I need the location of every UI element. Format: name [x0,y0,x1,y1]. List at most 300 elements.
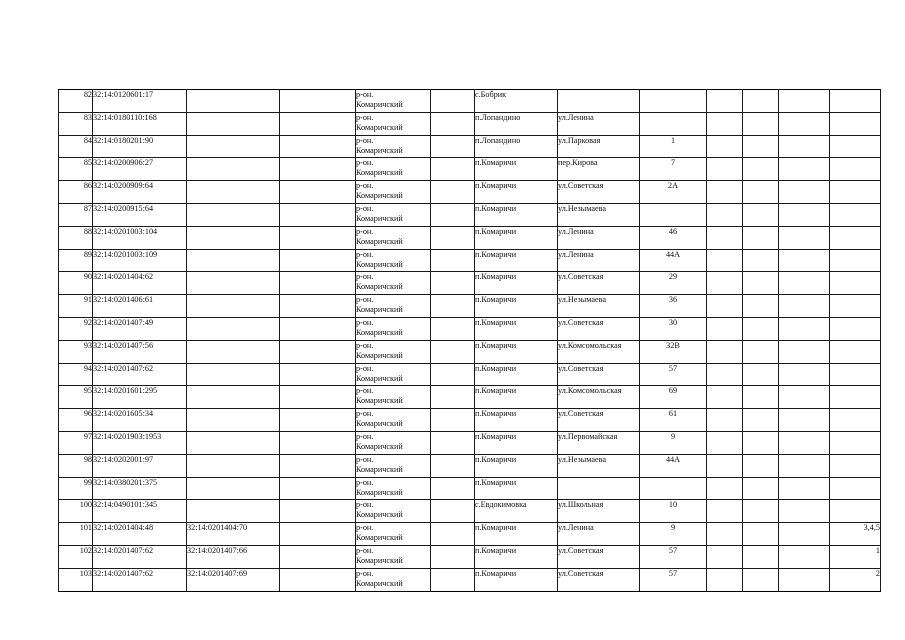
empty-cell [707,409,743,432]
district-name: Комаричский [356,464,403,474]
locality-cell: п.Лопандино [475,112,558,135]
empty-cell [743,135,779,158]
empty-cell [280,363,356,386]
district-abbrev: р-он. [356,523,374,533]
district-name: Комаричский [356,419,403,429]
district-cell [356,340,431,363]
street-cell: ул.Советская [558,181,640,204]
district-cell [356,317,431,340]
empty-cell [779,545,830,568]
locality-cell: п.Комаричи [475,295,558,318]
street-cell: ул.Незымаева [558,454,640,477]
district-cell [356,203,431,226]
house-number-cell: 7 [640,158,707,181]
district-abbrev: р-он. [356,386,374,396]
cadastral-number-cell: 32:14:0201003:104 [93,226,187,249]
table-row [59,158,881,181]
district-name: Комаричский [356,305,403,315]
empty-cell [707,181,743,204]
empty-cell [280,135,356,158]
sub-cadastral-number-cell [187,181,280,204]
row-number-cell: 90 [59,272,93,295]
district-name: Комаричский [356,578,403,588]
table-row [59,545,881,568]
empty-cell [779,568,830,591]
empty-cell [779,363,830,386]
sub-cadastral-number-cell [187,226,280,249]
street-cell: ул.Ленина [558,226,640,249]
empty-cell [431,295,475,318]
empty-cell [431,477,475,500]
sub-cadastral-number-cell [187,158,280,181]
empty-cell [707,386,743,409]
sub-cadastral-number-cell: 32:14:0201404:70 [187,523,280,546]
empty-cell [280,249,356,272]
district-abbrev: р-он. [356,340,374,350]
empty-cell [779,226,830,249]
cadastral-number-cell: 32:14:0200915:64 [93,203,187,226]
house-number-cell [640,90,707,113]
row-number-cell: 82 [59,90,93,113]
empty-cell [743,272,779,295]
empty-cell [743,363,779,386]
apartment-number-cell [830,226,881,249]
sub-cadastral-number-cell [187,203,280,226]
empty-cell [779,90,830,113]
row-number-cell: 99 [59,477,93,500]
empty-cell [707,317,743,340]
empty-cell [743,340,779,363]
empty-cell [280,386,356,409]
row-number-cell: 93 [59,340,93,363]
street-cell: ул.Советская [558,409,640,432]
cadastral-number-cell: 32:14:0380201:375 [93,477,187,500]
cadastral-number-cell: 32:14:0201406:61 [93,295,187,318]
empty-cell [743,226,779,249]
empty-cell [431,409,475,432]
empty-cell [779,203,830,226]
empty-cell [779,340,830,363]
empty-cell [280,203,356,226]
street-cell [558,477,640,500]
district-cell [356,477,431,500]
district-cell [356,181,431,204]
empty-cell [707,454,743,477]
house-number-cell: 9 [640,431,707,454]
empty-cell [743,249,779,272]
empty-cell [779,523,830,546]
district-abbrev: р-он. [356,272,374,282]
house-number-cell: 44А [640,454,707,477]
locality-cell: п.Комаричи [475,523,558,546]
table-row [59,112,881,135]
empty-cell [431,500,475,523]
house-number-cell [640,477,707,500]
house-number-cell: 10 [640,500,707,523]
table-row [59,409,881,432]
empty-cell [431,431,475,454]
empty-cell [707,112,743,135]
empty-cell [743,317,779,340]
cadastral-number-cell: 32:14:0201404:62 [93,272,187,295]
cadastral-number-cell: 32:14:0120601:17 [93,90,187,113]
district-abbrev: р-он. [356,454,374,464]
empty-cell [280,226,356,249]
empty-cell [280,454,356,477]
empty-cell [743,158,779,181]
district-cell [356,90,431,113]
district-abbrev: р-он. [356,317,374,327]
locality-cell: п.Комаричи [475,409,558,432]
empty-cell [431,386,475,409]
locality-cell: п.Комаричи [475,203,558,226]
cadastral-number-cell: 32:14:0201407:62 [93,568,187,591]
house-number-cell [640,112,707,135]
empty-cell [280,158,356,181]
cadastral-number-cell: 32:14:0201601:295 [93,386,187,409]
district-cell [356,135,431,158]
row-number-cell: 98 [59,454,93,477]
house-number-cell: 69 [640,386,707,409]
empty-cell [707,340,743,363]
district-abbrev: р-он. [356,477,374,487]
apartment-number-cell: 1 [830,545,881,568]
district-cell [356,386,431,409]
table-row [59,203,881,226]
empty-cell [779,181,830,204]
house-number-cell: 1 [640,135,707,158]
row-number-cell: 87 [59,203,93,226]
cadastral-number-cell: 32:14:0202001:97 [93,454,187,477]
district-name: Комаричский [356,168,403,178]
apartment-number-cell [830,386,881,409]
table-row [59,477,881,500]
sub-cadastral-number-cell [187,295,280,318]
empty-cell [431,135,475,158]
district-name: Комаричский [356,396,403,406]
row-number-cell: 100 [59,500,93,523]
empty-cell [707,568,743,591]
district-abbrev: р-он. [356,158,374,168]
district-name: Комаричский [356,373,403,383]
apartment-number-cell [830,249,881,272]
empty-cell [779,431,830,454]
empty-cell [779,477,830,500]
district-abbrev: р-он. [356,135,374,145]
sub-cadastral-number-cell [187,90,280,113]
empty-cell [431,158,475,181]
apartment-number-cell [830,112,881,135]
apartment-number-cell [830,477,881,500]
empty-cell [280,568,356,591]
cadastral-number-cell: 32:14:0201407:62 [93,545,187,568]
street-cell: ул.Советская [558,317,640,340]
apartment-number-cell [830,500,881,523]
street-cell: ул.Комсомольская [558,340,640,363]
table-row [59,226,881,249]
cadastral-number-cell: 32:14:0490101:345 [93,500,187,523]
cadastral-number-cell: 32:14:0200909:64 [93,181,187,204]
district-abbrev: р-он. [356,226,374,236]
empty-cell [743,477,779,500]
locality-cell: п.Комаричи [475,158,558,181]
cadastral-number-cell: 32:14:0200906:27 [93,158,187,181]
empty-cell [707,295,743,318]
empty-cell [280,90,356,113]
empty-cell [743,181,779,204]
row-number-cell: 92 [59,317,93,340]
district-abbrev: р-он. [356,112,374,122]
apartment-number-cell [830,340,881,363]
empty-cell [707,477,743,500]
row-number-cell: 85 [59,158,93,181]
apartment-number-cell: 2 [830,568,881,591]
empty-cell [431,272,475,295]
table-body [59,90,881,592]
cadastral-number-cell: 32:14:0201407:62 [93,363,187,386]
empty-cell [280,545,356,568]
table-row [59,431,881,454]
house-number-cell: 29 [640,272,707,295]
district-cell [356,431,431,454]
empty-cell [743,545,779,568]
house-number-cell: 36 [640,295,707,318]
property-registry-table [58,89,881,592]
district-name: Комаричский [356,350,403,360]
row-number-cell: 103 [59,568,93,591]
table-row [59,568,881,591]
cadastral-number-cell: 32:14:0201407:49 [93,317,187,340]
district-name: Комаричский [356,510,403,520]
empty-cell [707,203,743,226]
district-cell [356,249,431,272]
street-cell: ул.Ленина [558,249,640,272]
empty-cell [280,295,356,318]
district-cell [356,112,431,135]
locality-cell: п.Комаричи [475,226,558,249]
district-cell [356,568,431,591]
cadastral-number-cell: 32:14:0201407:56 [93,340,187,363]
apartment-number-cell [830,431,881,454]
empty-cell [280,181,356,204]
sub-cadastral-number-cell [187,112,280,135]
empty-cell [743,431,779,454]
empty-cell [743,500,779,523]
table-row [59,135,881,158]
table-row [59,249,881,272]
house-number-cell: 30 [640,317,707,340]
empty-cell [743,523,779,546]
empty-cell [779,409,830,432]
empty-cell [743,295,779,318]
house-number-cell: 57 [640,545,707,568]
street-cell: ул.Советская [558,363,640,386]
district-name: Комаричский [356,441,403,451]
district-name: Комаричский [356,213,403,223]
apartment-number-cell [830,90,881,113]
empty-cell [743,112,779,135]
district-abbrev: р-он. [356,431,374,441]
empty-cell [280,317,356,340]
empty-cell [431,90,475,113]
table-row [59,454,881,477]
cadastral-number-cell: 32:14:0180201:90 [93,135,187,158]
empty-cell [431,317,475,340]
district-name: Комаричский [356,236,403,246]
street-cell: пер.Кирова [558,158,640,181]
empty-cell [280,409,356,432]
locality-cell: п.Комаричи [475,363,558,386]
locality-cell: п.Комаричи [475,431,558,454]
district-cell [356,545,431,568]
district-abbrev: р-он. [356,203,374,213]
row-number-cell: 84 [59,135,93,158]
cadastral-number-cell: 32:14:0201605:34 [93,409,187,432]
house-number-cell: 2А [640,181,707,204]
cadastral-number-cell: 32:14:0201903:1953 [93,431,187,454]
sub-cadastral-number-cell [187,431,280,454]
apartment-number-cell [830,363,881,386]
district-name: Комаричский [356,533,403,543]
empty-cell [779,454,830,477]
table-row [59,500,881,523]
sub-cadastral-number-cell [187,454,280,477]
empty-cell [431,181,475,204]
row-number-cell: 83 [59,112,93,135]
district-abbrev: р-он. [356,568,374,578]
row-number-cell: 97 [59,431,93,454]
cadastral-number-cell: 32:14:0201404:48 [93,523,187,546]
sub-cadastral-number-cell [187,363,280,386]
empty-cell [280,340,356,363]
empty-cell [779,272,830,295]
table-row [59,317,881,340]
locality-cell: п.Комаричи [475,340,558,363]
district-name: Комаричский [356,145,403,155]
district-abbrev: р-он. [356,90,374,99]
table-row [59,523,881,546]
empty-cell [280,431,356,454]
empty-cell [779,317,830,340]
district-name: Комаричский [356,191,403,201]
table-row [59,272,881,295]
empty-cell [707,500,743,523]
empty-cell [280,523,356,546]
apartment-number-cell [830,135,881,158]
house-number-cell: 9 [640,523,707,546]
cadastral-number-cell: 32:14:0201003:109 [93,249,187,272]
apartment-number-cell [830,158,881,181]
empty-cell [743,568,779,591]
empty-cell [280,112,356,135]
district-abbrev: р-он. [356,181,374,191]
district-abbrev: р-он. [356,363,374,373]
locality-cell: п.Лопандино [475,135,558,158]
sub-cadastral-number-cell [187,386,280,409]
empty-cell [431,340,475,363]
table-row [59,295,881,318]
sub-cadastral-number-cell [187,249,280,272]
locality-cell: п.Комаричи [475,545,558,568]
sub-cadastral-number-cell: 32:14:0201407:66 [187,545,280,568]
empty-cell [779,500,830,523]
district-cell [356,226,431,249]
street-cell: ул.Незымаева [558,295,640,318]
district-cell [356,500,431,523]
sub-cadastral-number-cell [187,340,280,363]
apartment-number-cell [830,409,881,432]
apartment-number-cell [830,295,881,318]
row-number-cell: 91 [59,295,93,318]
locality-cell: п.Комаричи [475,249,558,272]
empty-cell [743,203,779,226]
district-cell [356,158,431,181]
empty-cell [431,226,475,249]
row-number-cell: 89 [59,249,93,272]
empty-cell [280,500,356,523]
street-cell: ул.Ленина [558,523,640,546]
district-name: Комаричский [356,487,403,497]
table-row [59,386,881,409]
empty-cell [431,523,475,546]
sub-cadastral-number-cell [187,272,280,295]
empty-cell [431,568,475,591]
district-name: Комаричский [356,282,403,292]
apartment-number-cell [830,454,881,477]
street-cell: ул.Парковая [558,135,640,158]
apartment-number-cell [830,181,881,204]
house-number-cell: 32В [640,340,707,363]
apartment-number-cell: 3,4,5 [830,523,881,546]
empty-cell [707,363,743,386]
house-number-cell: 44А [640,249,707,272]
locality-cell: п.Комаричи [475,317,558,340]
district-abbrev: р-он. [356,295,374,305]
empty-cell [707,431,743,454]
house-number-cell: 57 [640,568,707,591]
row-number-cell: 86 [59,181,93,204]
empty-cell [743,90,779,113]
district-abbrev: р-он. [356,500,374,510]
empty-cell [779,249,830,272]
house-number-cell: 61 [640,409,707,432]
row-number-cell: 96 [59,409,93,432]
locality-cell: п.Комаричи [475,181,558,204]
empty-cell [431,112,475,135]
empty-cell [707,90,743,113]
street-cell: ул.Первомайская [558,431,640,454]
empty-cell [707,249,743,272]
row-number-cell: 95 [59,386,93,409]
district-cell [356,363,431,386]
street-cell: ул.Школьная [558,500,640,523]
empty-cell [431,203,475,226]
empty-cell [707,545,743,568]
table-row [59,363,881,386]
empty-cell [280,477,356,500]
district-abbrev: р-он. [356,409,374,419]
street-cell: ул.Незымаева [558,203,640,226]
street-cell: ул.Советская [558,272,640,295]
empty-cell [707,523,743,546]
empty-cell [779,112,830,135]
empty-cell [280,272,356,295]
empty-cell [431,454,475,477]
locality-cell: п.Комаричи [475,386,558,409]
empty-cell [431,249,475,272]
table-row [59,90,881,113]
empty-cell [779,158,830,181]
